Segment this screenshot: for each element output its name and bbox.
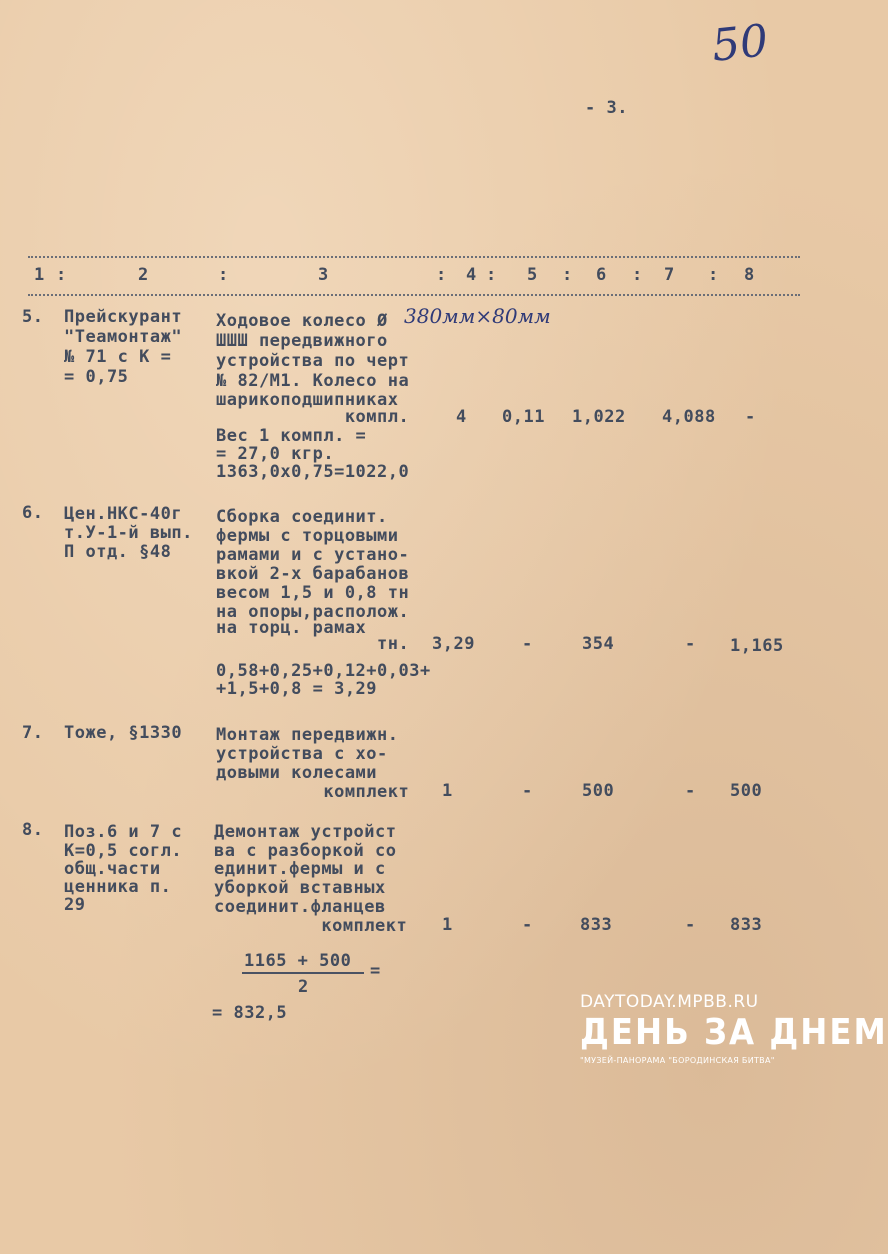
cell-col7: - <box>685 915 696 935</box>
row-source-line: Тоже, §1330 <box>64 723 183 743</box>
cell-col4: 3,29 <box>432 634 475 654</box>
formula-equals: = <box>370 961 381 981</box>
row-calc-line: +1,5+0,8 = 3,29 <box>216 679 378 699</box>
row-desc-line: Демонтаж устройст <box>214 822 397 842</box>
row-source-line: № 71 с К = <box>64 347 172 367</box>
cell-col4: 4 <box>456 407 467 427</box>
col-separator: : <box>436 265 447 285</box>
cell-col6: 500 <box>582 781 615 801</box>
col-header-3: 3 <box>318 265 329 285</box>
cell-col5: - <box>522 781 533 801</box>
row-desc-line: комплект <box>214 916 408 936</box>
col-header-1: 1 <box>34 265 45 285</box>
row-desc-line: ШШШ передвижного <box>216 331 388 351</box>
handwritten-dimension: 380мм×80мм <box>404 304 551 328</box>
formula-result: = 832,5 <box>212 1003 288 1023</box>
handwritten-page-number: 50 <box>709 15 771 72</box>
header-bottom-rule <box>28 294 800 296</box>
col-separator: : <box>708 265 719 285</box>
cell-col8: - <box>745 407 756 427</box>
row-desc-line: ва с разборкой со <box>214 841 397 861</box>
header-top-rule <box>28 256 800 258</box>
row-number: 5. <box>22 307 44 327</box>
cell-col4: 1 <box>442 915 453 935</box>
cell-col8: 1,165 <box>730 636 784 656</box>
row-calc-line: 1363,0х0,75=1022,0 <box>216 462 410 482</box>
col-separator: : <box>56 265 67 285</box>
cell-col6: 354 <box>582 634 615 654</box>
row-source-line: общ.части <box>64 859 161 879</box>
watermark-subtitle: "МУЗЕЙ-ПАНОРАМА "БОРОДИНСКАЯ БИТВА" <box>580 1056 775 1065</box>
row-source-line: ценника п. <box>64 877 172 897</box>
cell-col8: 833 <box>730 915 763 935</box>
row-source-line: = 0,75 <box>64 367 129 387</box>
col-header-8: 8 <box>744 265 755 285</box>
fraction-bar <box>242 972 364 974</box>
cell-col5: - <box>522 915 533 935</box>
row-desc-line: комплект <box>216 782 410 802</box>
row-source-line: Цен.НКС-40г <box>64 504 183 524</box>
row-calc-line: 0,58+0,25+0,12+0,03+ <box>216 661 431 681</box>
row-desc-line: вкой 2-х барабанов <box>216 564 410 584</box>
row-source-line: К=0,5 согл. <box>64 841 183 861</box>
row-source-line: 29 <box>64 895 86 915</box>
row-desc-line: № 82/М1. Колесо на <box>216 371 410 391</box>
col-header-2: 2 <box>138 265 149 285</box>
row-desc-line: единит.фермы и с <box>214 859 386 879</box>
row-desc-line: весом 1,5 и 0,8 тн <box>216 583 410 603</box>
row-desc-line: на торц. рамах <box>216 618 367 638</box>
row-desc-line: компл. <box>216 407 410 427</box>
row-desc-line: Сборка соединит. <box>216 507 388 527</box>
col-header-5: 5 <box>527 265 538 285</box>
row-desc-line: Ходовое колесо Ø <box>216 311 388 331</box>
col-header-6: 6 <box>596 265 607 285</box>
row-calc-line: Вес 1 компл. = <box>216 426 367 446</box>
row-desc-line: устройства по черт <box>216 351 410 371</box>
watermark-title: ДЕНЬ ЗА ДНЕМ <box>580 1012 888 1053</box>
row-desc-line: фермы с торцовыми <box>216 526 399 546</box>
row-desc-line: рамами и с устано- <box>216 545 410 565</box>
row-source-line: Прейскурант <box>64 307 183 327</box>
row-desc-line: на опоры,располож. <box>216 602 410 622</box>
row-desc-line: уборкой вставных <box>214 878 386 898</box>
cell-col5: 0,11 <box>502 407 545 427</box>
row-source-line: П отд. §48 <box>64 542 172 562</box>
typed-page-number: - 3. <box>585 98 628 118</box>
col-separator: : <box>562 265 573 285</box>
col-separator: : <box>218 265 229 285</box>
row-desc-line: соединит.фланцев <box>214 897 386 917</box>
row-number: 8. <box>22 820 44 840</box>
row-source-line: "Теамонтаж" <box>64 327 183 347</box>
row-source-line: Поз.6 и 7 с <box>64 822 183 842</box>
row-desc-line: довыми колесами <box>216 763 378 783</box>
formula-denominator: 2 <box>298 977 309 997</box>
formula-numerator: 1165 + 500 <box>244 951 352 971</box>
row-calc-line: = 27,0 кгр. <box>216 444 335 464</box>
cell-col4: 1 <box>442 781 453 801</box>
row-number: 7. <box>22 723 44 743</box>
cell-col8: 500 <box>730 781 763 801</box>
col-separator: : <box>632 265 643 285</box>
cell-col7: - <box>685 781 696 801</box>
row-desc-line: Монтаж передвижн. <box>216 725 399 745</box>
row-number: 6. <box>22 503 44 523</box>
cell-col7: 4,088 <box>662 407 716 427</box>
col-separator: : <box>486 265 497 285</box>
col-header-4: 4 <box>466 265 477 285</box>
cell-col5: - <box>522 634 533 654</box>
cell-col7: - <box>685 634 696 654</box>
row-desc-line: шарикоподшипниках <box>216 390 399 410</box>
row-source-line: т.У-1-й вып. <box>64 523 193 543</box>
cell-col6: 1,022 <box>572 407 626 427</box>
row-desc-line: устройства с хо- <box>216 744 388 764</box>
row-desc-line: тн. <box>216 634 410 654</box>
cell-col6: 833 <box>580 915 613 935</box>
watermark-site: DAYTODAY.MPBB.RU <box>580 992 759 1012</box>
col-header-7: 7 <box>664 265 675 285</box>
